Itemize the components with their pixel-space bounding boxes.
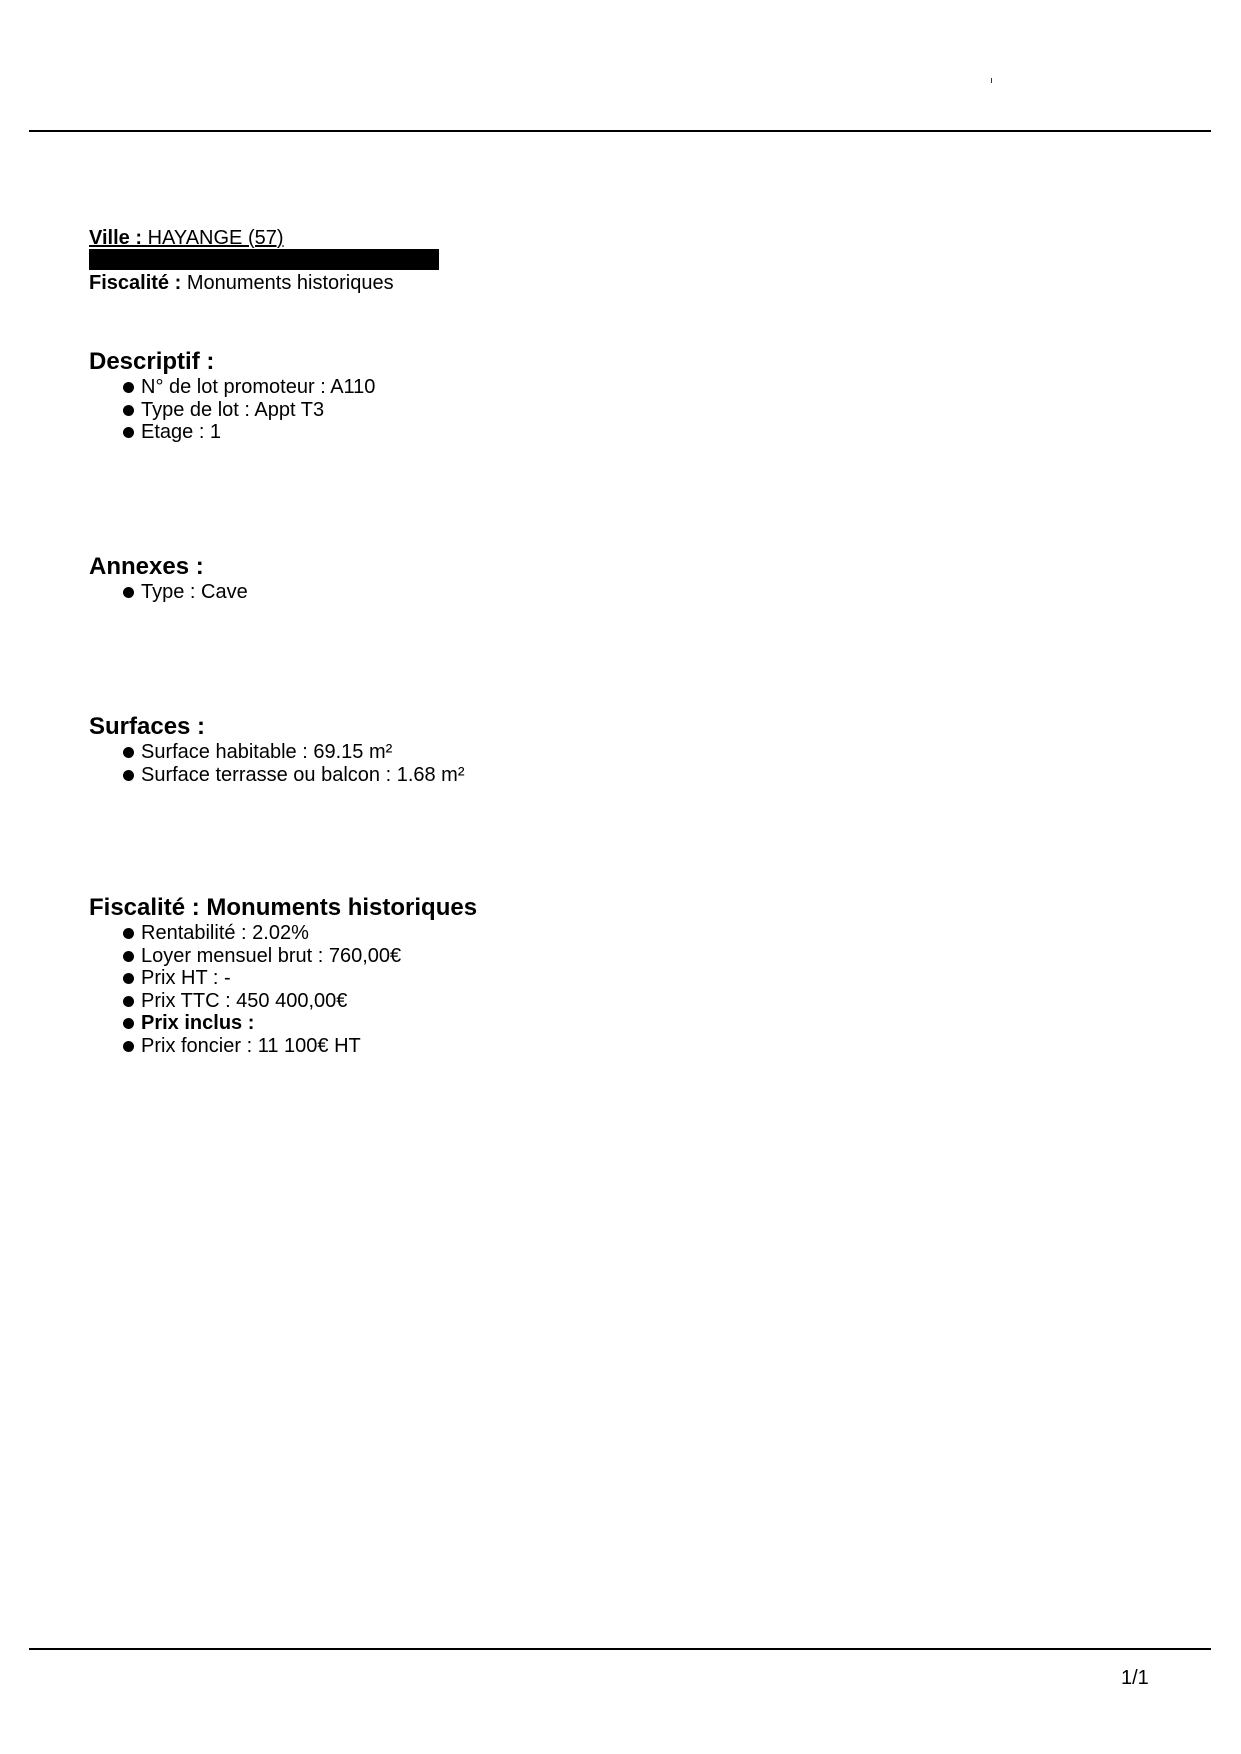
list-item: Prix TTC : 450 400,00€	[123, 990, 477, 1013]
section-fiscalite	[89, 894, 477, 1058]
descriptif-list	[89, 376, 375, 444]
list-item: Prix HT : -	[123, 967, 477, 990]
section-title-surfaces: Surfaces :	[89, 713, 206, 740]
header-rule	[29, 130, 1211, 132]
list-item: Surface terrasse ou balcon : 1.68 m²	[123, 764, 465, 787]
redaction-bar	[89, 249, 439, 270]
ville-line	[89, 226, 1189, 250]
footer-rule	[29, 1648, 1211, 1650]
page-number: 1/1	[1121, 1667, 1149, 1689]
section-surfaces	[89, 713, 465, 786]
fiscalite-list	[89, 922, 477, 1058]
header-mark	[991, 78, 992, 83]
section-title-fiscalite: Fiscalité : Monuments historiques	[89, 894, 478, 921]
ville-key: Ville :	[89, 227, 142, 249]
ville-value: HAYANGE (57)	[147, 227, 284, 249]
list-item: N° de lot promoteur : A110	[123, 376, 375, 399]
document-body	[89, 226, 1189, 1057]
list-item: Rentabilité : 2.02%	[123, 922, 477, 945]
list-item: Surface habitable : 69.15 m²	[123, 741, 465, 764]
section-descriptif	[89, 348, 375, 444]
list-item: Type de lot : Appt T3	[123, 399, 375, 422]
list-item: Prix inclus :	[123, 1012, 477, 1035]
list-item: Loyer mensuel brut : 760,00€	[123, 945, 477, 968]
section-title-annexes: Annexes :	[89, 553, 204, 580]
fiscalite-key: Fiscalité :	[89, 272, 182, 294]
annexes-list	[89, 581, 248, 604]
fiscalite-value: Monuments historiques	[186, 272, 394, 294]
list-item: Etage : 1	[123, 421, 375, 444]
list-item: Type : Cave	[123, 581, 248, 604]
surfaces-list	[89, 741, 465, 786]
section-title-descriptif: Descriptif :	[89, 348, 215, 375]
section-annexes	[89, 553, 248, 604]
list-item: Prix foncier : 11 100€ HT	[123, 1035, 477, 1058]
fiscalite-line	[89, 271, 1189, 295]
